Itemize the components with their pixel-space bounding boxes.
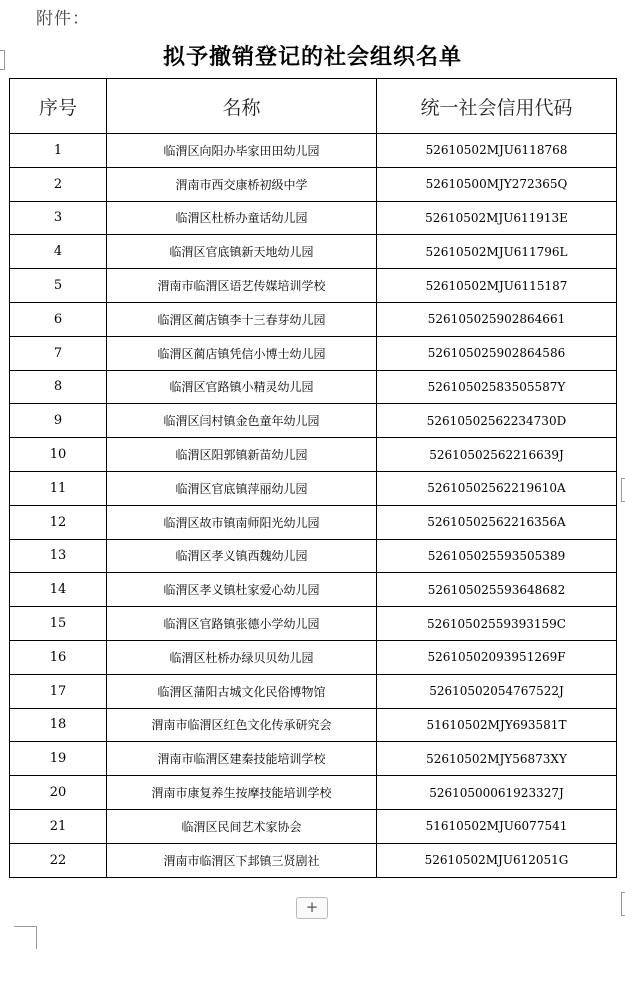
cell-index: 22	[10, 843, 107, 877]
cell-name: 渭南市西交康桥初级中学	[107, 167, 377, 201]
cell-index: 4	[10, 235, 107, 269]
cell-index: 2	[10, 167, 107, 201]
cell-name: 临渭区官路镇张德小学幼儿园	[107, 607, 377, 641]
table-row	[10, 539, 617, 573]
table-row	[10, 235, 617, 269]
cell-index: 10	[10, 438, 107, 472]
table-row	[10, 776, 617, 810]
cell-credit-code: 51610502MJU6077541	[377, 809, 617, 843]
header-index: 序号	[10, 79, 107, 134]
cell-name: 临渭区蔺店镇凭信小博士幼儿园	[107, 336, 377, 370]
cell-index: 7	[10, 336, 107, 370]
cell-credit-code: 52610500MJY272365Q	[377, 167, 617, 201]
table-row	[10, 167, 617, 201]
table-row	[10, 843, 617, 877]
cell-index: 5	[10, 269, 107, 303]
cell-index: 17	[10, 674, 107, 708]
cell-name: 渭南市临渭区下邽镇三贤剧社	[107, 843, 377, 877]
cell-name: 临渭区阳郭镇新苗幼儿园	[107, 438, 377, 472]
right-margin-marker	[621, 892, 625, 916]
table-row	[10, 471, 617, 505]
cell-name: 渭南市临渭区红色文化传承研究会	[107, 708, 377, 742]
cell-index: 12	[10, 505, 107, 539]
cell-credit-code: 52610502093951269F	[377, 640, 617, 674]
cell-name: 临渭区官底镇萍丽幼儿园	[107, 471, 377, 505]
cell-name: 临渭区杜桥办绿贝贝幼儿园	[107, 640, 377, 674]
cell-index: 18	[10, 708, 107, 742]
cell-credit-code: 52610502MJU611913E	[377, 201, 617, 235]
cell-credit-code: 52610502583505587Y	[377, 370, 617, 404]
cell-name: 临渭区向阳办毕家田田幼儿园	[107, 134, 377, 168]
cell-credit-code: 52610502MJU6115187	[377, 269, 617, 303]
header-name: 名称	[107, 79, 377, 134]
table-row	[10, 573, 617, 607]
table-row	[10, 708, 617, 742]
page-corner-marker	[14, 926, 37, 949]
cell-name: 渭南市临渭区语艺传媒培训学校	[107, 269, 377, 303]
cell-index: 19	[10, 742, 107, 776]
cell-name: 渭南市康复养生按摩技能培训学校	[107, 776, 377, 810]
cell-index: 15	[10, 607, 107, 641]
cell-name: 临渭区官路镇小精灵幼儿园	[107, 370, 377, 404]
cell-index: 3	[10, 201, 107, 235]
cell-index: 16	[10, 640, 107, 674]
table-row	[10, 809, 617, 843]
cell-credit-code: 52610502MJU6118768	[377, 134, 617, 168]
cell-credit-code: 51610502MJY693581T	[377, 708, 617, 742]
table-row	[10, 505, 617, 539]
cell-credit-code: 52610502MJY56873XY	[377, 742, 617, 776]
cell-index: 11	[10, 471, 107, 505]
cell-name: 渭南市临渭区建秦技能培训学校	[107, 742, 377, 776]
cell-index: 6	[10, 302, 107, 336]
cell-name: 临渭区孝义镇西魏幼儿园	[107, 539, 377, 573]
cell-credit-code: 52610502054767522J	[377, 674, 617, 708]
table-row	[10, 438, 617, 472]
cell-index: 8	[10, 370, 107, 404]
table-row	[10, 302, 617, 336]
cell-index: 9	[10, 404, 107, 438]
organization-table	[9, 78, 617, 878]
table-row	[10, 370, 617, 404]
add-row-button[interactable]: +	[296, 897, 328, 919]
cell-name: 临渭区故市镇南师阳光幼儿园	[107, 505, 377, 539]
cell-index: 14	[10, 573, 107, 607]
cell-credit-code: 52610502MJU611796L	[377, 235, 617, 269]
table-row	[10, 201, 617, 235]
table-row	[10, 134, 617, 168]
cell-name: 临渭区闫村镇金色童年幼儿园	[107, 404, 377, 438]
table-row	[10, 640, 617, 674]
cell-name: 临渭区蒲阳古城文化民俗博物馆	[107, 674, 377, 708]
cell-credit-code: 52610502MJU612051G	[377, 843, 617, 877]
table-row	[10, 336, 617, 370]
cell-credit-code: 52610502562234730D	[377, 404, 617, 438]
cell-credit-code: 526105025593648682	[377, 573, 617, 607]
cell-credit-code: 52610502562216639J	[377, 438, 617, 472]
cell-name: 临渭区官底镇新天地幼儿园	[107, 235, 377, 269]
right-margin-marker	[621, 478, 625, 502]
table-header-row	[10, 79, 617, 134]
attachment-label: 附件：	[36, 9, 90, 29]
cell-credit-code: 52610502562216356A	[377, 505, 617, 539]
cell-index: 20	[10, 776, 107, 810]
cell-credit-code: 526105025902864661	[377, 302, 617, 336]
cell-credit-code: 52610502559393159C	[377, 607, 617, 641]
cell-credit-code: 52610502562219610A	[377, 471, 617, 505]
page-title: 拟予撤销登记的社会组织名单	[162, 44, 462, 70]
cell-index: 1	[10, 134, 107, 168]
cell-credit-code: 52610500061923327J	[377, 776, 617, 810]
cell-name: 临渭区孝义镇杜家爱心幼儿园	[107, 573, 377, 607]
table-row	[10, 269, 617, 303]
table-row	[10, 607, 617, 641]
table-row	[10, 674, 617, 708]
cell-name: 临渭区杜桥办童话幼儿园	[107, 201, 377, 235]
cell-name: 临渭区蔺店镇李十三春芽幼儿园	[107, 302, 377, 336]
cell-index: 13	[10, 539, 107, 573]
cell-credit-code: 526105025593505389	[377, 539, 617, 573]
cell-credit-code: 526105025902864586	[377, 336, 617, 370]
cell-name: 临渭区民间艺术家协会	[107, 809, 377, 843]
table-row	[10, 742, 617, 776]
cell-index: 21	[10, 809, 107, 843]
header-credit-code: 统一社会信用代码	[377, 79, 617, 134]
table-row	[10, 404, 617, 438]
